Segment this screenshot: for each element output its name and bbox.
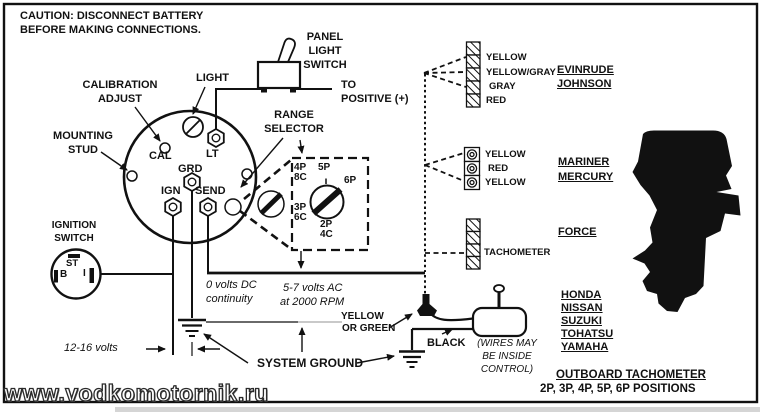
to-positive-label-2: POSITIVE (+) xyxy=(341,93,409,105)
brand-honda: HONDA xyxy=(561,289,602,301)
wires-note: (WIRES MAY xyxy=(477,338,537,349)
mariner-wire-2: RED xyxy=(488,163,509,174)
panel-switch-label: PANEL xyxy=(306,31,344,43)
yellow-green-label-2: OR GREEN xyxy=(342,323,396,334)
mounting-stud-2 xyxy=(242,169,252,179)
caution-line1: CAUTION: DISCONNECT BATTERY xyxy=(20,10,204,22)
brand-nissan: NISSAN xyxy=(561,302,603,314)
pos-4p: 4P xyxy=(294,162,307,173)
force-connector-block xyxy=(467,219,481,269)
signal-wire-to-control xyxy=(429,312,473,320)
mariner-connector-block xyxy=(465,148,480,190)
terminal-b: B xyxy=(60,269,68,280)
ignition-switch-icon xyxy=(52,250,101,299)
battery-volts-label: 12-16 volts xyxy=(64,342,118,354)
brand-tohatsu: TOHATSU xyxy=(561,328,614,340)
brand-yamaha: YAMAHA xyxy=(561,341,609,353)
to-positive-label: TO xyxy=(341,79,357,91)
magnify-wedge-top xyxy=(244,160,291,199)
brand-force: FORCE xyxy=(558,226,597,238)
pos-2p: 2P xyxy=(320,219,333,230)
bullet-connector xyxy=(417,294,437,316)
panel-switch-label-3: SWITCH xyxy=(303,59,347,71)
terminal-i: I xyxy=(83,268,86,279)
send-terminal xyxy=(200,198,216,216)
brand-mariner: MARINER xyxy=(558,156,610,168)
mini-range-knob xyxy=(258,191,284,217)
grd-label: GRD xyxy=(178,163,203,175)
pos-4c: 4C xyxy=(320,229,333,240)
light-label: LIGHT xyxy=(196,72,229,84)
watermark: www.vodkomotornik.ru xyxy=(4,380,269,406)
yellow-green-label: YELLOW xyxy=(341,311,384,322)
system-ground-icon-1 xyxy=(178,320,206,336)
lt-label: LT xyxy=(206,148,219,160)
pos-6p: 6P xyxy=(344,175,357,186)
pos-3p: 3P xyxy=(294,202,307,213)
caution-line2: BEFORE MAKING CONNECTIONS. xyxy=(20,24,201,36)
mounting-stud-label-2: STUD xyxy=(68,144,98,156)
pos-5p: 5P xyxy=(318,162,331,173)
ignition-switch-label: IGNITION xyxy=(51,220,97,231)
harness-dotted-line xyxy=(424,57,466,295)
control-box-icon xyxy=(473,285,526,336)
footer-subtitle: 2P, 3P, 4P, 5P, 6P POSITIONS xyxy=(540,383,696,395)
evinrude-connector-block xyxy=(467,42,481,107)
mounting-stud xyxy=(127,171,137,181)
ign-terminal xyxy=(165,198,181,216)
system-ground-icon-2 xyxy=(399,329,425,367)
ign-label: IGN xyxy=(161,185,181,197)
wires-note-2: BE INSIDE xyxy=(482,351,532,362)
evinrude-wire-1: YELLOW xyxy=(486,52,527,63)
dc-measure-label-2: continuity xyxy=(206,293,253,305)
system-ground-label: SYSTEM GROUND xyxy=(257,356,364,370)
black-wire-label: BLACK xyxy=(427,337,466,349)
ignition-switch-label-2: SWITCH xyxy=(54,233,94,244)
mounting-stud-label: MOUNTING xyxy=(53,130,113,142)
magnify-wedge-bottom xyxy=(240,211,291,249)
brand-johnson: JOHNSON xyxy=(557,78,612,90)
send-label: SEND xyxy=(195,185,226,197)
lt-terminal xyxy=(208,129,224,147)
dc-measure-label: 0 volts DC xyxy=(206,279,257,291)
ac-measure-label-2: at 2000 RPM xyxy=(280,296,345,308)
outboard-motor-silhouette xyxy=(633,131,741,313)
scan-edge-artifact xyxy=(115,407,760,412)
pos-8c: 8C xyxy=(294,172,307,183)
calibration-adjust-label-2: ADJUST xyxy=(97,93,142,105)
range-selector-label-2: SELECTOR xyxy=(264,123,324,135)
mariner-wire-1: YELLOW xyxy=(485,149,526,160)
wires-note-3: CONTROL) xyxy=(480,364,534,375)
cal-label: CAL xyxy=(149,150,172,162)
light-bulb-icon xyxy=(183,117,203,137)
brand-suzuki: SUZUKI xyxy=(561,315,602,327)
force-wire-1: TACHOMETER xyxy=(484,247,551,258)
selector-screw xyxy=(225,199,241,215)
footer-title: OUTBOARD TACHOMETER xyxy=(556,369,706,381)
evinrude-wire-4: RED xyxy=(486,95,507,106)
evinrude-wire-2: YELLOW/GRAY xyxy=(486,67,556,78)
evinrude-wire-3: GRAY xyxy=(489,81,516,92)
mariner-wire-3: YELLOW xyxy=(485,177,526,188)
range-selector-label: RANGE xyxy=(274,109,314,121)
brand-mercury: MERCURY xyxy=(558,171,614,183)
panel-switch-label-2: LIGHT xyxy=(308,45,342,57)
terminal-st: ST xyxy=(66,258,79,269)
ac-measure-label: 5-7 volts AC xyxy=(283,282,343,294)
pos-6c: 6C xyxy=(294,212,307,223)
brand-evinrude: EVINRUDE xyxy=(557,64,614,76)
calibration-adjust-label: CALIBRATION xyxy=(82,79,158,91)
